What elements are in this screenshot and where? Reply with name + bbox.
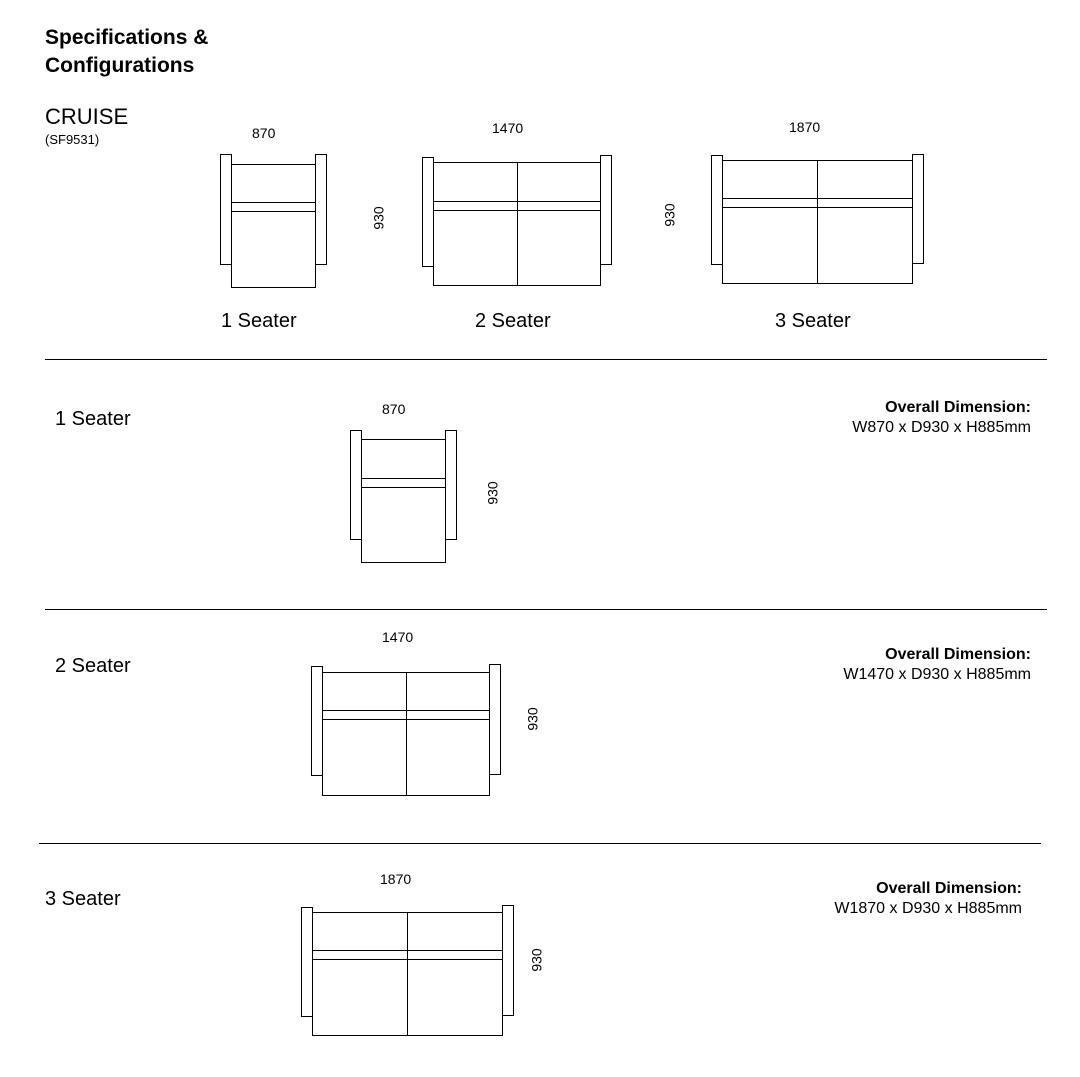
overall-dimension-label: Overall Dimension: xyxy=(885,646,1031,663)
overview-2-seater-label: 2 Seater xyxy=(475,310,551,332)
overview-1-seater-label: 1 Seater xyxy=(221,310,297,332)
product-name: CRUISE xyxy=(45,104,129,129)
section-1-seater-depth: 930 xyxy=(484,481,501,505)
section-2-seater-width: 1470 xyxy=(382,629,414,645)
overall-dimension-label: Overall Dimension: xyxy=(876,880,1022,897)
overall-dimension-value: W870 x D930 x H885mm xyxy=(852,419,1031,436)
section-1-seater-width: 870 xyxy=(382,401,406,417)
product-code: (SF9531) xyxy=(45,132,100,147)
overview-1-seater-width: 870 xyxy=(252,125,276,141)
overview-3-seater-label: 3 Seater xyxy=(775,310,851,332)
overview-3-seater-depth: 930 xyxy=(661,203,678,227)
section-2-seater-depth: 930 xyxy=(524,707,541,731)
page-title-line2: Configurations xyxy=(45,54,195,77)
overall-dimension-value: W1870 x D930 x H885mm xyxy=(834,900,1022,917)
page-title-line1: Specifications & xyxy=(45,26,209,49)
overview-2-seater-width: 1470 xyxy=(492,120,524,136)
section-3-seater-title: 3 Seater xyxy=(45,888,121,910)
section-3-seater-overall xyxy=(834,879,1022,919)
section-3-seater-width: 1870 xyxy=(380,871,412,887)
overview-3-seater-width: 1870 xyxy=(789,119,821,135)
overview-2-seater-depth: 930 xyxy=(370,206,387,230)
section-3-seater-depth: 930 xyxy=(528,948,545,972)
overall-dimension-label: Overall Dimension: xyxy=(885,399,1031,416)
section-2-seater-title: 2 Seater xyxy=(55,655,131,677)
overall-dimension-value: W1470 x D930 x H885mm xyxy=(843,666,1031,683)
section-1-seater-title: 1 Seater xyxy=(55,408,131,430)
